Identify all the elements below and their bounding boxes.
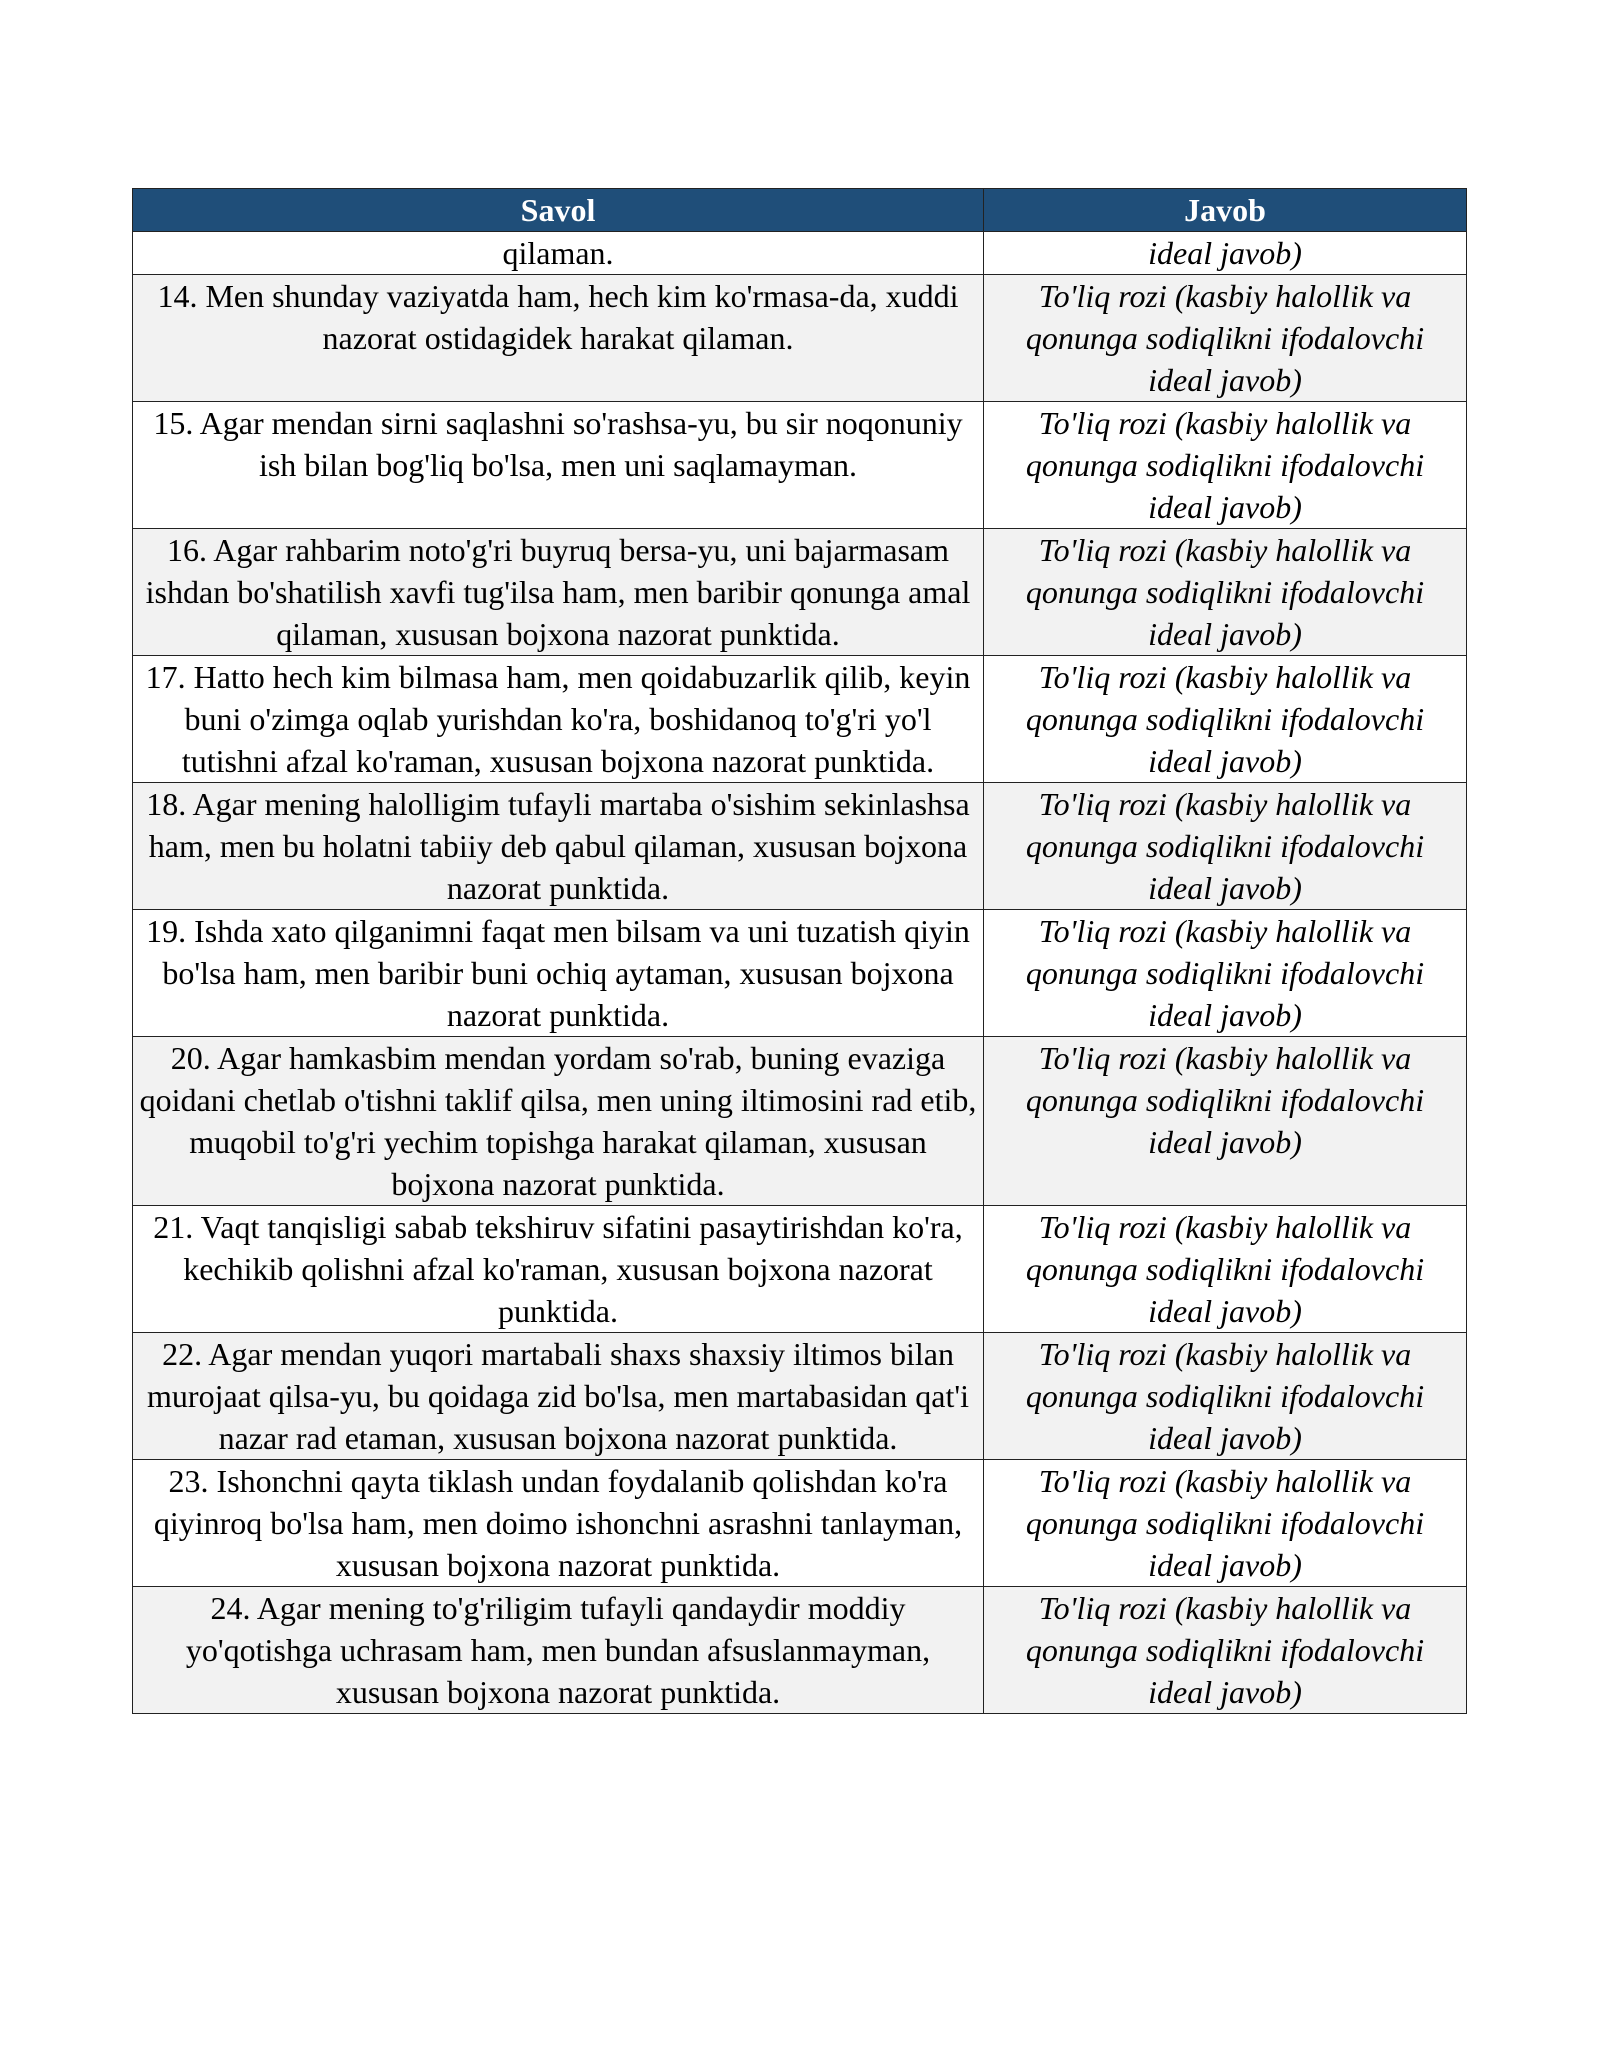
question-cell: 21. Vaqt tanqisligi sabab tekshiruv sifatini pasaytirishdan ko'ra, kechikib qolishni afzal ko'raman, xususan bojxona nazorat punktida. [133, 1206, 984, 1333]
answer-cell: To'liq rozi (kasbiy halollik va qonunga sodiqlikni ifodalovchi ideal javob) [984, 910, 1467, 1037]
question-cell: qilaman. [133, 232, 984, 275]
question-cell: 17. Hatto hech kim bilmasa ham, men qoidabuzarlik qilib, keyin buni o'zimga oqlab yurishdan ko'ra, boshidanoq to'g'ri yo'l tutishni afzal ko'raman, xususan bojxona nazorat punktida. [133, 656, 984, 783]
answer-cell: To'liq rozi (kasbiy halollik va qonunga sodiqlikni ifodalovchi ideal javob) [984, 783, 1467, 910]
answer-cell: To'liq rozi (kasbiy halollik va qonunga sodiqlikni ifodalovchi ideal javob) [984, 656, 1467, 783]
qa-table [132, 188, 1467, 1714]
answer-cell: ideal javob) [984, 232, 1467, 275]
table-row [133, 529, 1467, 656]
header-answer: Javob [984, 189, 1467, 232]
answer-cell: To'liq rozi (kasbiy halollik va qonunga sodiqlikni ifodalovchi ideal javob) [984, 1587, 1467, 1714]
question-cell: 22. Agar mendan yuqori martabali shaxs shaxsiy iltimos bilan murojaat qilsa-yu, bu qoidaga zid bo'lsa, men martabasidan qat'i nazar rad etaman, xususan bojxona nazorat punktida. [133, 1333, 984, 1460]
table-row [133, 1587, 1467, 1714]
table-row [133, 402, 1467, 529]
question-cell: 16. Agar rahbarim noto'g'ri buyruq bersa-yu, uni bajarmasam ishdan bo'shatilish xavfi tug'ilsa ham, men baribir qonunga amal qilaman, xususan bojxona nazorat punktida. [133, 529, 984, 656]
table-row [133, 656, 1467, 783]
table-row [133, 1206, 1467, 1333]
question-cell: 14. Men shunday vaziyatda ham, hech kim ko'rmasa-da, xuddi nazorat ostidagidek harakat qilaman. [133, 275, 984, 402]
question-cell: 18. Agar mening halolligim tufayli martaba o'sishim sekinlashsa ham, men bu holatni tabiiy deb qabul qilaman, xususan bojxona nazorat punktida. [133, 783, 984, 910]
question-cell: 23. Ishonchni qayta tiklash undan foydalanib qolishdan ko'ra qiyinroq bo'lsa ham, men doimo ishonchni asrashni tanlayman, xususan bojxona nazorat punktida. [133, 1460, 984, 1587]
table-row [133, 910, 1467, 1037]
header-question: Savol [133, 189, 984, 232]
question-cell: 20. Agar hamkasbim mendan yordam so'rab, buning evaziga qoidani chetlab o'tishni taklif qilsa, men uning iltimosini rad etib, muqobil to'g'ri yechim topishga harakat qilaman, xususan bojxona nazorat punktida. [133, 1037, 984, 1206]
table-row [133, 232, 1467, 275]
answer-cell: To'liq rozi (kasbiy halollik va qonunga sodiqlikni ifodalovchi ideal javob) [984, 275, 1467, 402]
table-row [133, 275, 1467, 402]
question-cell: 24. Agar mening to'g'riligim tufayli qandaydir moddiy yo'qotishga uchrasam ham, men bundan afsuslanmayman, xususan bojxona nazorat punktida. [133, 1587, 984, 1714]
table-row [133, 1037, 1467, 1206]
answer-cell: To'liq rozi (kasbiy halollik va qonunga sodiqlikni ifodalovchi ideal javob) [984, 1460, 1467, 1587]
table-row [133, 1460, 1467, 1587]
answer-cell: To'liq rozi (kasbiy halollik va qonunga sodiqlikni ifodalovchi ideal javob) [984, 1333, 1467, 1460]
answer-cell: To'liq rozi (kasbiy halollik va qonunga sodiqlikni ifodalovchi ideal javob) [984, 1037, 1467, 1206]
question-cell: 15. Agar mendan sirni saqlashni so'rashsa-yu, bu sir noqonuniy ish bilan bog'liq bo'lsa, men uni saqlamayman. [133, 402, 984, 529]
answer-cell: To'liq rozi (kasbiy halollik va qonunga sodiqlikni ifodalovchi ideal javob) [984, 1206, 1467, 1333]
answer-cell: To'liq rozi (kasbiy halollik va qonunga sodiqlikni ifodalovchi ideal javob) [984, 402, 1467, 529]
answer-cell: To'liq rozi (kasbiy halollik va qonunga sodiqlikni ifodalovchi ideal javob) [984, 529, 1467, 656]
table-header-row [133, 189, 1467, 232]
question-cell: 19. Ishda xato qilganimni faqat men bilsam va uni tuzatish qiyin bo'lsa ham, men baribir buni ochiq aytaman, xususan bojxona nazorat punktida. [133, 910, 984, 1037]
table-row [133, 1333, 1467, 1460]
table-row [133, 783, 1467, 910]
